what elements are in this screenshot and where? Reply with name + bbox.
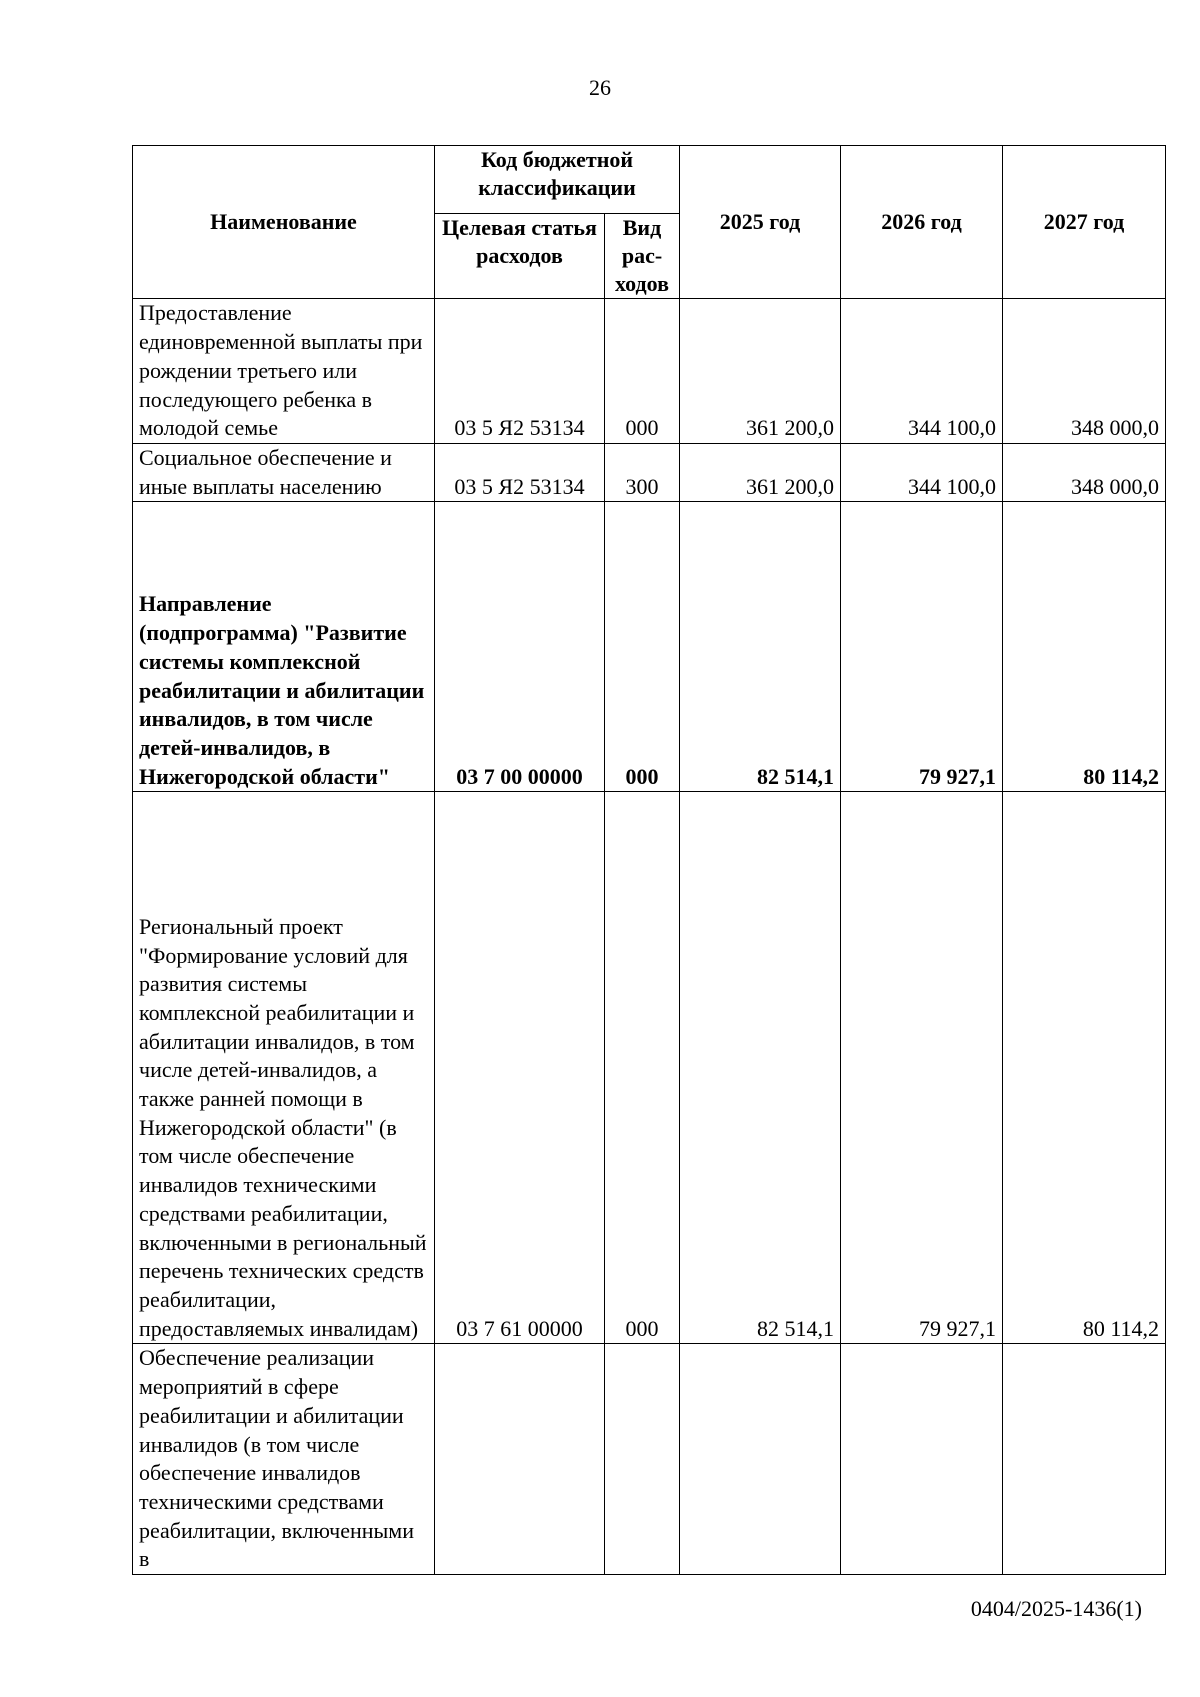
row-name: Предоставление единовременной выплаты при рождении третьего или последующего ребенка в молодой семье — [133, 299, 435, 444]
row-target-article: 03 7 61 00000 — [435, 792, 605, 1344]
row-name: Направление (подпрограмма) "Развитие системы комплексной реабилитации и абилитации инвалидов, в том числе детей-инвалидов, в Нижегородской области" — [133, 502, 435, 792]
header-name: Наименование — [133, 146, 435, 299]
row-2027: 348 000,0 — [1003, 299, 1166, 444]
table-row — [133, 502, 1166, 792]
header-target-article: Целевая статья расходов — [435, 214, 605, 299]
row-expense-type: 000 — [605, 792, 680, 1344]
row-2025: 361 200,0 — [680, 444, 841, 502]
header-code-group: Код бюджетной классификации — [435, 146, 680, 214]
row-2027: 80 114,2 — [1003, 792, 1166, 1344]
document-registration-code: 0404/2025-1436(1) — [970, 1596, 1142, 1621]
row-2025: 82 514,1 — [680, 792, 841, 1344]
header-year-2025: 2025 год — [680, 146, 841, 299]
page-number: 26 — [589, 75, 611, 100]
row-2026: 79 927,1 — [841, 502, 1003, 792]
row-name: Социальное обеспечение и иные выплаты населению — [133, 444, 435, 502]
table-row — [133, 1344, 1166, 1575]
row-expense-type — [605, 1344, 680, 1575]
row-2026: 79 927,1 — [841, 792, 1003, 1344]
row-target-article — [435, 1344, 605, 1575]
row-2026: 344 100,0 — [841, 444, 1003, 502]
row-name: Обеспечение реализации мероприятий в сфере реабилитации и абилитации инвалидов (в том числе обеспечение инвалидов техническими средствами реабилитации, включенными в — [133, 1344, 435, 1575]
row-expense-type: 000 — [605, 299, 680, 444]
budget-table — [132, 145, 1166, 1575]
row-2025 — [680, 1344, 841, 1575]
row-2027: 80 114,2 — [1003, 502, 1166, 792]
row-2026 — [841, 1344, 1003, 1575]
row-expense-type: 300 — [605, 444, 680, 502]
row-2027 — [1003, 1344, 1166, 1575]
row-expense-type: 000 — [605, 502, 680, 792]
header-year-2027: 2027 год — [1003, 146, 1166, 299]
table-row — [133, 299, 1166, 444]
row-2027: 348 000,0 — [1003, 444, 1166, 502]
header-year-2026: 2026 год — [841, 146, 1003, 299]
header-expense-type: Вид рас-ходов — [605, 214, 680, 299]
row-2026: 344 100,0 — [841, 299, 1003, 444]
row-2025: 361 200,0 — [680, 299, 841, 444]
row-2025: 82 514,1 — [680, 502, 841, 792]
row-target-article: 03 7 00 00000 — [435, 502, 605, 792]
row-name: Региональный проект "Формирование условий для развития системы комплексной реабилитации и абилитации инвалидов, в том числе детей-инвалидов, а также ранней помощи в Нижегородской области" (в том числе обеспечение инвалидов техническими средствами реабилитации, включенными в региональный перечень технических средств реабилитации, предоставляемых инвалидам) — [133, 792, 435, 1344]
row-target-article: 03 5 Я2 53134 — [435, 299, 605, 444]
row-target-article: 03 5 Я2 53134 — [435, 444, 605, 502]
table-row — [133, 792, 1166, 1344]
table-row — [133, 444, 1166, 502]
